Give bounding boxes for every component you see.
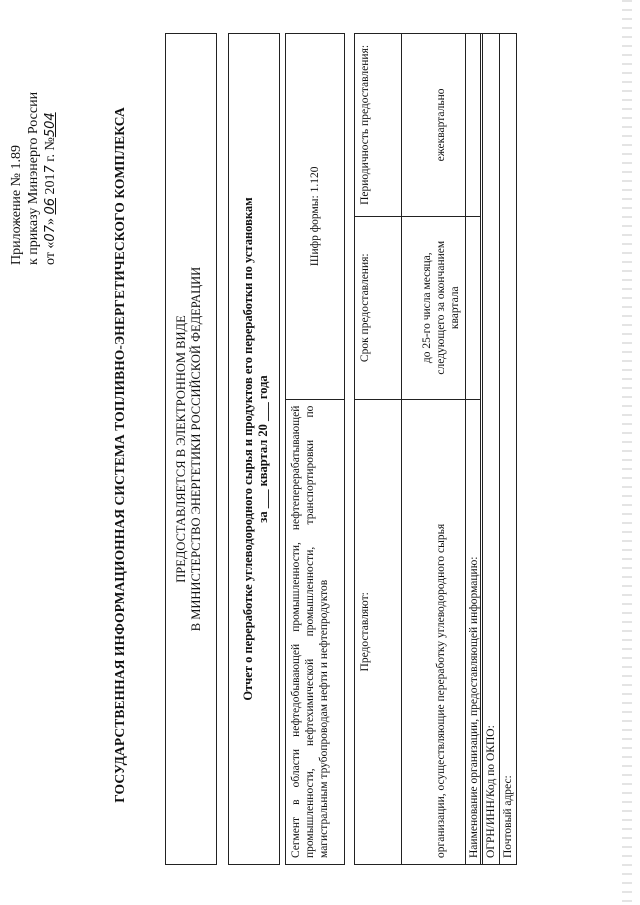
segment-cell: Сегмент в области нефтедобывающей промышленности, нефтеперерабатывающей промышленности, нефтехимической промышленности, транспортировки по магистральным трубопроводам нефти и нефтепродуктов [286, 399, 345, 864]
report-title-box [228, 33, 280, 865]
address-field: Почтовый адрес: [500, 34, 517, 865]
table-row [286, 34, 345, 865]
table-row [483, 34, 500, 865]
value-frequency: ежеквартально [402, 34, 481, 217]
report-period: за ___ квартал 20 ___ года [256, 375, 270, 523]
org-name-field: Наименование организации, предоставляющей информацию: [466, 34, 483, 865]
date-day: 07 [43, 225, 58, 242]
appendix-order: к приказу Минэнерго России [26, 91, 41, 265]
value-deadline: до 25-го числа месяца, следующего за окончанием квартала [402, 216, 481, 399]
header-provided-by: Предоставляют: [355, 399, 402, 864]
header-frequency: Периодичность предоставления: [355, 34, 402, 217]
order-number: 504 [43, 112, 58, 138]
date-year-prefix: 201 [43, 173, 58, 198]
form-code-cell: Шифр формы: 1.120 [286, 34, 345, 400]
appendix-date [42, 15, 59, 265]
submission-line-2: В МИНИСТЕРСТВО ЭНЕРГЕТИКИ РОССИЙСКОЙ ФЕДЕРАЦИИ [189, 266, 203, 632]
value-provided-by: организации, осуществляющие переработку углеводородного сырья [402, 399, 481, 864]
order-number-prefix: г. № [43, 137, 58, 166]
ogrn-field: ОГРН/ИНН/Код по ОКПО: [483, 34, 500, 865]
table-row [500, 34, 517, 865]
form-info-table [285, 33, 481, 865]
submission-line-1: ПРЕДОСТАВЛЯЕТСЯ В ЭЛЕКТРОННОМ ВИДЕ [174, 315, 188, 583]
org-info-table [465, 33, 517, 865]
table-row [466, 34, 483, 865]
date-month: 06 [43, 197, 58, 215]
report-title: Отчет о переработке углеводородного сырья и продуктов его переработки по установкам [241, 197, 255, 701]
date-prefix: от « [43, 241, 58, 265]
table-row [355, 34, 402, 865]
appendix-number: Приложение № 1.89 [9, 145, 24, 265]
submission-box [165, 33, 217, 865]
appendix-block [8, 15, 59, 265]
table-spacer-row [345, 34, 355, 865]
main-title: ГОСУДАРСТВЕННАЯ ИНФОРМАЦИОННАЯ СИСТЕМА ТОПЛИВНО-ЭНЕРГЕТИЧЕСКОГО КОМПЛЕКСА [112, 107, 127, 803]
date-year-suffix: 7 [43, 165, 58, 174]
header-deadline: Срок предоставления: [355, 216, 402, 399]
table-spacer [345, 34, 355, 865]
date-mid: » [43, 214, 58, 226]
